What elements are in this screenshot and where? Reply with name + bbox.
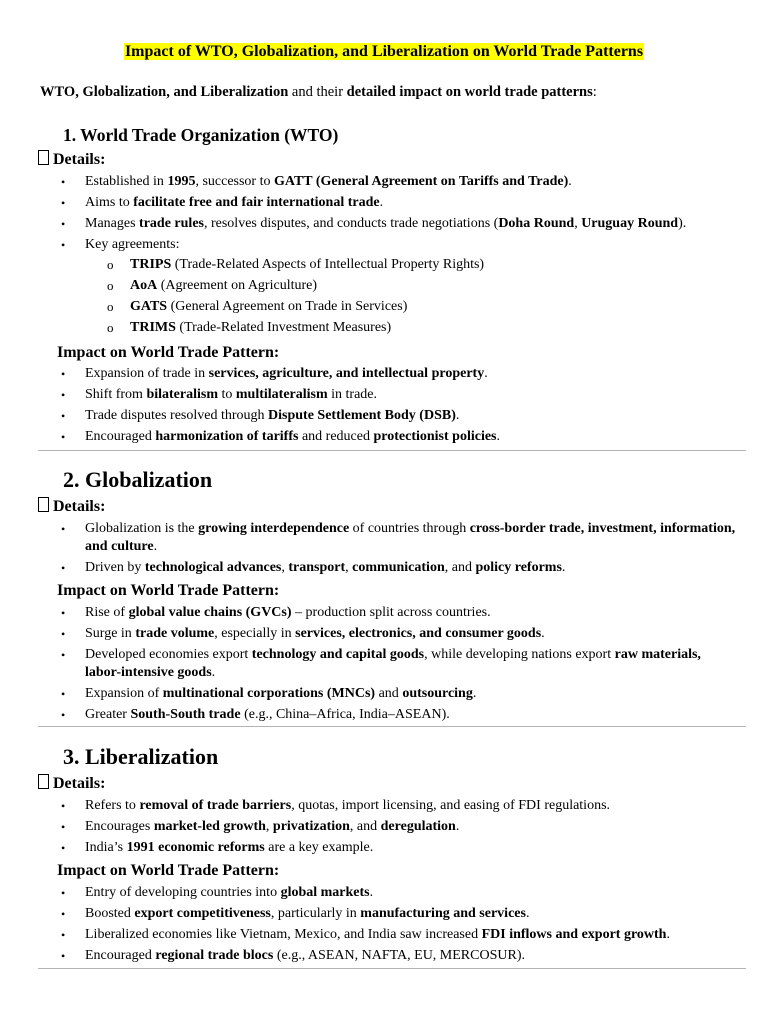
list-item <box>0 194 740 212</box>
text: , especially in <box>214 626 296 641</box>
text: India’s <box>85 840 127 855</box>
text: . <box>666 927 670 942</box>
bold-text: facilitate free and fair international trade <box>133 195 380 210</box>
section-divider <box>38 726 746 727</box>
text: Shift from <box>85 387 147 402</box>
bold-text: manufacturing and services <box>360 906 526 921</box>
text: Boosted <box>85 906 135 921</box>
bullet-icon: • <box>61 687 66 701</box>
text: Expansion of <box>85 686 163 701</box>
text: to <box>218 387 236 402</box>
bold-text: trade rules <box>139 216 204 231</box>
text: , resolves disputes, and conducts trade negotiations ( <box>203 216 499 231</box>
text: . <box>455 819 460 834</box>
list-item <box>0 215 740 233</box>
list-item <box>0 365 740 383</box>
list-item <box>0 685 740 703</box>
text: in trade. <box>327 387 378 402</box>
section-heading-wto: 1. World Trade Organization (WTO) <box>63 125 339 145</box>
text: . <box>541 626 545 641</box>
list-item <box>0 884 740 902</box>
text: , and <box>444 560 476 575</box>
bold-text: trade volume <box>135 626 215 641</box>
list-item <box>0 236 740 254</box>
bold-text: global value chains (GVCs) <box>128 605 292 620</box>
bold-text: FDI inflows and export growth <box>481 927 667 942</box>
text: . <box>369 885 374 900</box>
text: . <box>568 174 572 189</box>
list-item <box>0 428 740 446</box>
bullet-icon: • <box>61 627 66 641</box>
bold-text: transport <box>288 560 346 575</box>
circle-bullet-icon: o <box>107 278 114 293</box>
bold-text: South-South trade <box>130 707 241 722</box>
text: and reduced <box>298 429 374 444</box>
details-label-wto <box>38 150 105 170</box>
sub-list-item <box>0 277 740 295</box>
list-item <box>0 947 740 965</box>
bold-text: detailed impact on world trade patterns <box>346 84 593 100</box>
list-item <box>0 407 740 425</box>
bullet-icon: • <box>61 367 66 381</box>
list-item <box>0 520 740 556</box>
text: , <box>345 560 353 575</box>
text: of countries through <box>349 521 470 536</box>
text: Rise of <box>85 605 129 620</box>
text: Expansion of trade in <box>85 366 209 381</box>
text: . <box>484 366 488 381</box>
bold-text: TRIPS <box>130 257 172 272</box>
bullet-icon: • <box>61 388 66 402</box>
bold-text: 1995 <box>167 174 196 189</box>
liberalization-impact-list <box>0 884 740 968</box>
bullet-icon: • <box>61 561 66 575</box>
list-item <box>0 905 740 923</box>
text: are a key example. <box>264 840 374 855</box>
text: , and <box>349 819 381 834</box>
bullet-icon: • <box>61 409 66 423</box>
list-item <box>0 818 740 836</box>
text: Liberalized economies like Vietnam, Mexico, and India saw increased <box>85 927 482 942</box>
text: , <box>574 216 582 231</box>
text: (General Agreement on Trade in Services) <box>167 299 408 314</box>
text: . <box>455 408 460 423</box>
sub-list-item <box>0 319 740 337</box>
bullet-icon: • <box>61 175 66 189</box>
bold-text: services, agriculture, and intellectual property <box>208 366 485 381</box>
bold-text: deregulation <box>380 819 456 834</box>
bold-text: growing interdependence <box>198 521 350 536</box>
text: , successor to <box>195 174 274 189</box>
bullet-icon: • <box>61 907 66 921</box>
checkbox-glyph-icon <box>38 497 49 512</box>
details-label-liberalization <box>38 774 105 794</box>
intro-paragraph <box>40 82 597 102</box>
text: : <box>592 84 597 100</box>
details-label-text: Details: <box>53 775 106 792</box>
bullet-icon: • <box>61 606 66 620</box>
bold-text: multinational corporations (MNCs) <box>162 686 376 701</box>
text: (Trade-Related Aspects of Intellectual Property Rights) <box>171 257 485 272</box>
details-label-globalization <box>38 497 105 517</box>
list-item <box>0 386 740 404</box>
bold-text: outsourcing <box>402 686 473 701</box>
wto-agreements-list <box>0 256 740 340</box>
bullet-icon: • <box>61 841 66 855</box>
list-item <box>0 173 740 191</box>
bullet-icon: • <box>61 522 66 536</box>
bullet-icon: • <box>61 238 66 252</box>
text: (e.g., ASEAN, NAFTA, EU, MERCOSUR). <box>273 948 525 963</box>
details-label-text: Details: <box>53 498 106 515</box>
bullet-icon: • <box>61 820 66 834</box>
text: . <box>379 195 384 210</box>
text: , particularly in <box>270 906 361 921</box>
liberalization-details-list <box>0 797 740 860</box>
circle-bullet-icon: o <box>107 299 114 314</box>
text: . <box>211 665 216 680</box>
wto-details-list <box>0 173 740 257</box>
bold-text: privatization <box>272 819 350 834</box>
text: . <box>525 906 530 921</box>
text: Encourages <box>85 819 154 834</box>
bold-text: cross-border trade, investment, information, and culture <box>85 521 736 554</box>
impact-label-globalization: Impact on World Trade Pattern: <box>57 582 280 599</box>
text: , while developing nations export <box>424 647 615 662</box>
text: Developed economies export <box>85 647 252 662</box>
bold-text: Doha Round <box>498 216 575 231</box>
bullet-icon: • <box>61 949 66 963</box>
bold-text: TRIMS <box>130 320 176 335</box>
title-block <box>0 42 768 62</box>
bullet-icon: • <box>61 928 66 942</box>
text: Aims to <box>85 195 134 210</box>
document-title: Impact of WTO, Globalization, and Liberalization on World Trade Patterns <box>124 43 644 60</box>
text: Surge in <box>85 626 136 641</box>
bold-text: multilateralism <box>235 387 328 402</box>
section-heading-liberalization: 3. Liberalization <box>63 744 219 769</box>
sub-list-item <box>0 256 740 274</box>
list-item <box>0 604 740 622</box>
circle-bullet-icon: o <box>107 257 114 272</box>
list-item <box>0 646 740 682</box>
bold-text: services, electronics, and consumer goods <box>295 626 542 641</box>
globalization-details-list <box>0 520 740 580</box>
bold-text: WTO, Globalization, and Liberalization <box>40 84 289 100</box>
bullet-icon: • <box>61 708 66 722</box>
list-item <box>0 559 740 577</box>
impact-label-liberalization: Impact on World Trade Pattern: <box>57 862 280 879</box>
section-divider <box>38 968 746 969</box>
text: Trade disputes resolved through <box>85 408 269 423</box>
text: , <box>265 819 273 834</box>
bold-text: policy reforms <box>475 560 562 575</box>
text: , quotas, import licensing, and easing of FDI regulations. <box>291 798 611 813</box>
bold-text: global markets <box>280 885 370 900</box>
text: Greater <box>85 707 131 722</box>
checkbox-glyph-icon <box>38 150 49 165</box>
bullet-icon: • <box>61 196 66 210</box>
impact-label-wto: Impact on World Trade Pattern: <box>57 344 280 361</box>
bullet-icon: • <box>61 430 66 444</box>
text: . <box>496 429 500 444</box>
bullet-icon: • <box>61 648 66 662</box>
bold-text: GATT (General Agreement on Tariffs and Trade) <box>273 174 569 189</box>
bold-text: regional trade blocs <box>155 948 274 963</box>
list-item <box>0 625 740 643</box>
text: and their <box>288 84 347 100</box>
text: Established in <box>85 174 168 189</box>
list-item <box>0 926 740 944</box>
text: , <box>281 560 289 575</box>
wto-impact-list <box>0 365 740 449</box>
bold-text: technological advances <box>144 560 282 575</box>
bullet-icon: • <box>61 799 66 813</box>
text: . <box>153 539 158 554</box>
text: – production split across countries. <box>291 605 491 620</box>
circle-bullet-icon: o <box>107 320 114 335</box>
text: Encouraged <box>85 429 156 444</box>
text: Refers to <box>85 798 140 813</box>
section-divider <box>38 450 746 451</box>
globalization-impact-list <box>0 604 740 727</box>
bold-text: harmonization of tariffs <box>155 429 299 444</box>
bullet-icon: • <box>61 886 66 900</box>
list-item <box>0 797 740 815</box>
bold-text: export competitiveness <box>134 906 271 921</box>
text: Driven by <box>85 560 145 575</box>
bold-text: market-led growth <box>153 819 266 834</box>
text: . <box>472 686 477 701</box>
bold-text: communication <box>352 560 445 575</box>
bullet-icon: • <box>61 217 66 231</box>
list-item <box>0 706 740 724</box>
bold-text: technology and capital goods <box>251 647 425 662</box>
bold-text: Uruguay Round <box>581 216 679 231</box>
bold-text: removal of trade barriers <box>139 798 292 813</box>
text: (e.g., China–Africa, India–ASEAN). <box>240 707 450 722</box>
text: Encouraged <box>85 948 156 963</box>
bold-text: bilateralism <box>146 387 218 402</box>
section-heading-globalization: 2. Globalization <box>63 467 213 492</box>
text: ). <box>678 216 687 231</box>
details-label-text: Details: <box>53 151 106 168</box>
text: Globalization is the <box>85 521 199 536</box>
text: (Agreement on Agriculture) <box>157 278 318 293</box>
text: Key agreements: <box>85 237 180 252</box>
text: Manages <box>85 216 140 231</box>
text: and <box>375 686 403 701</box>
bold-text: raw materials, labor-intensive goods <box>85 647 701 680</box>
bold-text: Dispute Settlement Body (DSB) <box>268 408 456 423</box>
checkbox-glyph-icon <box>38 774 49 789</box>
text: . <box>561 560 566 575</box>
list-item <box>0 839 740 857</box>
text: (Trade-Related Investment Measures) <box>175 320 392 335</box>
text: Entry of developing countries into <box>85 885 281 900</box>
bold-text: GATS <box>130 299 168 314</box>
bold-text: 1991 economic reforms <box>126 840 265 855</box>
sub-list-item <box>0 298 740 316</box>
bold-text: AoA <box>130 278 158 293</box>
bold-text: protectionist policies <box>373 429 497 444</box>
